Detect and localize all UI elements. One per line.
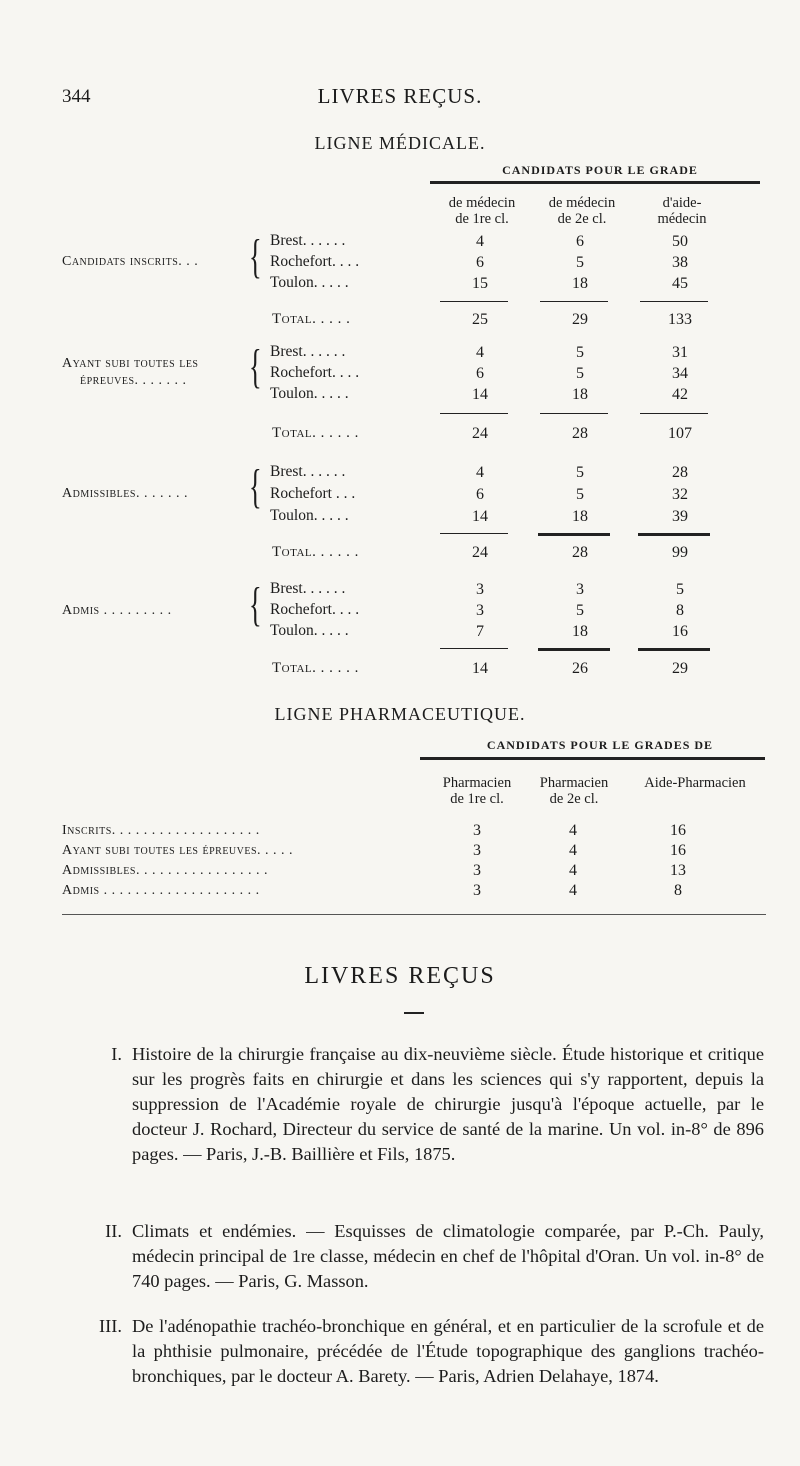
city-label: Rochefort . . . <box>270 485 356 502</box>
brace: { <box>249 460 262 513</box>
cell-value: 3 <box>476 602 484 619</box>
total-value: 29 <box>672 660 688 677</box>
cell-value: 6 <box>476 365 484 382</box>
total-label: Total. . . . . <box>272 311 351 327</box>
books-section-title: LIVRES REÇUS <box>304 963 496 989</box>
section-divider <box>62 914 766 915</box>
total-label: Total. . . . . . <box>272 660 359 676</box>
city-label: Brest. . . . . . <box>270 232 346 249</box>
cell-value: 3 <box>476 581 484 598</box>
column-header-2: de médecin de 2e cl. <box>548 195 616 227</box>
cell-value: 5 <box>576 602 584 619</box>
cell-value: 4 <box>476 344 484 361</box>
total-value: 26 <box>572 660 588 677</box>
total-value: 107 <box>668 425 692 442</box>
total-label: Total. . . . . . <box>272 544 359 560</box>
cell-value: 3 <box>473 862 481 879</box>
total-value: 25 <box>472 311 488 328</box>
cell-value: 5 <box>576 486 584 503</box>
cell-value: 50 <box>672 233 688 250</box>
cell-value: 18 <box>572 508 588 525</box>
cell-value: 16 <box>670 822 686 839</box>
cell-value: 7 <box>476 623 484 640</box>
brace: { <box>249 340 262 393</box>
cell-value: 34 <box>672 365 688 382</box>
group-label-epreuves: Ayant subi toutes les <box>62 356 199 371</box>
cell-value: 38 <box>672 254 688 271</box>
sum-rule <box>640 413 708 414</box>
sum-rule <box>440 413 508 414</box>
medical-section-title: LIGNE MÉDICALE. <box>314 133 486 153</box>
cell-value: 3 <box>473 842 481 859</box>
cell-value: 4 <box>476 464 484 481</box>
book-entry <box>99 1314 764 1389</box>
city-label: Toulon. . . . . <box>270 507 349 524</box>
cell-value: 5 <box>576 254 584 271</box>
cell-value: 18 <box>572 386 588 403</box>
city-label: Toulon. . . . . <box>270 385 349 402</box>
cell-value: 4 <box>569 862 577 879</box>
cell-value: 18 <box>572 275 588 292</box>
group-label-admis: Admis . . . . . . . . . <box>62 603 172 618</box>
pharma-column-group-header: CANDIDATS POUR LE GRADES DE <box>486 738 714 752</box>
group-label-admissibles: Admissibles. . . . . . . <box>62 486 188 501</box>
city-label: Brest. . . . . . <box>270 463 346 480</box>
city-label: Toulon. . . . . <box>270 274 349 291</box>
sum-rule <box>538 533 610 536</box>
book-entry <box>111 1042 764 1167</box>
cell-value: 6 <box>476 254 484 271</box>
cell-value: 4 <box>476 233 484 250</box>
column-header-3: d'aide- médecin <box>657 195 707 227</box>
cell-value: 39 <box>672 508 688 525</box>
medical-column-group-header: CANDIDATS POUR LE GRADE <box>502 163 698 177</box>
group-label-epreuves-line2: épreuves. . . . . . . <box>80 373 187 388</box>
cell-value: 5 <box>676 581 684 598</box>
book-text: Histoire de la chirurgie française au dix-neuvième siècle. Étude historique et critique sur les progrès faits en chirurgie et dans les sciences qui s'y rapportent, depuis la suppression de l'Académie royale de chirurgie jusqu'à l'époque actuelle, par le docteur J. Rochard, Directeur du service de santé de la marine. Un vol. in-8° de 896 pages. — Paris, J.-B. Baillière et Fils, 1875. <box>132 1044 764 1164</box>
cell-value: 32 <box>672 486 688 503</box>
total-value: 28 <box>572 425 588 442</box>
cell-value: 6 <box>476 486 484 503</box>
group-label-inscrits: Candidats inscrits. . . <box>62 254 199 269</box>
total-value: 29 <box>572 311 588 328</box>
cell-value: 5 <box>576 464 584 481</box>
book-entry <box>105 1219 764 1294</box>
brace: { <box>249 230 262 283</box>
total-value: 133 <box>668 311 692 328</box>
cell-value: 4 <box>569 882 577 899</box>
cell-value: 4 <box>569 822 577 839</box>
pharma-row-label: Inscrits. . . . . . . . . . . . . . . . . . . <box>62 823 260 838</box>
sum-rule <box>640 301 708 302</box>
cell-value: 3 <box>576 581 584 598</box>
pharma-row-label: Admissibles. . . . . . . . . . . . . . . . . <box>62 863 268 878</box>
sum-rule <box>538 648 610 651</box>
pharma-row-label: Admis . . . . . . . . . . . . . . . . . . . . <box>62 883 260 898</box>
sum-rule <box>440 533 508 534</box>
cell-value: 42 <box>672 386 688 403</box>
sum-rule <box>638 533 710 536</box>
header-rule <box>420 757 765 760</box>
city-label: Rochefort. . . . <box>270 601 360 618</box>
total-value: 14 <box>472 660 488 677</box>
total-value: 24 <box>472 425 488 442</box>
sum-rule <box>440 301 508 302</box>
cell-value: 45 <box>672 275 688 292</box>
column-header-1: de médecin de 1re cl. <box>448 195 516 227</box>
cell-value: 4 <box>569 842 577 859</box>
page-number: 344 <box>62 86 91 107</box>
total-label: Total. . . . . . <box>272 425 359 441</box>
sum-rule <box>440 648 508 649</box>
cell-value: 3 <box>473 822 481 839</box>
cell-value: 28 <box>672 464 688 481</box>
sum-rule <box>540 413 608 414</box>
cell-value: 18 <box>572 623 588 640</box>
pharma-column-header-2: Pharmacien de 2e cl. <box>539 775 609 807</box>
total-value: 28 <box>572 544 588 561</box>
cell-value: 16 <box>672 623 688 640</box>
cell-value: 14 <box>472 386 488 403</box>
cell-value: 5 <box>576 365 584 382</box>
cell-value: 14 <box>472 508 488 525</box>
city-label: Rochefort. . . . <box>270 253 360 270</box>
cell-value: 15 <box>472 275 488 292</box>
pharma-column-header-1: Pharmacien de 1re cl. <box>442 775 512 807</box>
book-numeral: III. <box>99 1316 122 1336</box>
total-value: 24 <box>472 544 488 561</box>
city-label: Brest. . . . . . <box>270 580 346 597</box>
sum-rule <box>540 301 608 302</box>
cell-value: 8 <box>676 602 684 619</box>
cell-value: 16 <box>670 842 686 859</box>
cell-value: 31 <box>672 344 688 361</box>
title-ornament-rule <box>404 1012 424 1014</box>
sum-rule <box>638 648 710 651</box>
city-label: Brest. . . . . . <box>270 343 346 360</box>
city-label: Rochefort. . . . <box>270 364 360 381</box>
header-rule <box>430 181 760 184</box>
book-numeral: I. <box>111 1044 122 1064</box>
book-text: Climats et endémies. — Esquisses de climatologie comparée, par P.-Ch. Pauly, médecin principal de 1re classe, médecin en chef de l'hôpital d'Oran. Un vol. in-8° de 740 pages. — Paris, G. Masson. <box>132 1221 764 1291</box>
brace: { <box>249 578 262 631</box>
cell-value: 13 <box>670 862 686 879</box>
book-text: De l'adénopathie trachéo-bronchique en général, et en particulier de la scrofule et de la phthisie pulmonaire, précédée de l'Étude topographique des ganglions trachéo-bronchiques, par le docteur A. Barety. — Paris, Adrien Delahaye, 1874. <box>132 1316 764 1386</box>
cell-value: 5 <box>576 344 584 361</box>
running-head: LIVRES REÇUS. <box>317 84 483 108</box>
book-numeral: II. <box>105 1221 122 1241</box>
cell-value: 8 <box>674 882 682 899</box>
city-label: Toulon. . . . . <box>270 622 349 639</box>
pharma-column-header-3: Aide-Pharmacien <box>644 775 746 791</box>
total-value: 99 <box>672 544 688 561</box>
cell-value: 3 <box>473 882 481 899</box>
pharma-row-label: Ayant subi toutes les épreuves. . . . . <box>62 843 294 858</box>
pharma-section-title: LIGNE PHARMACEUTIQUE. <box>274 704 526 724</box>
cell-value: 6 <box>576 233 584 250</box>
